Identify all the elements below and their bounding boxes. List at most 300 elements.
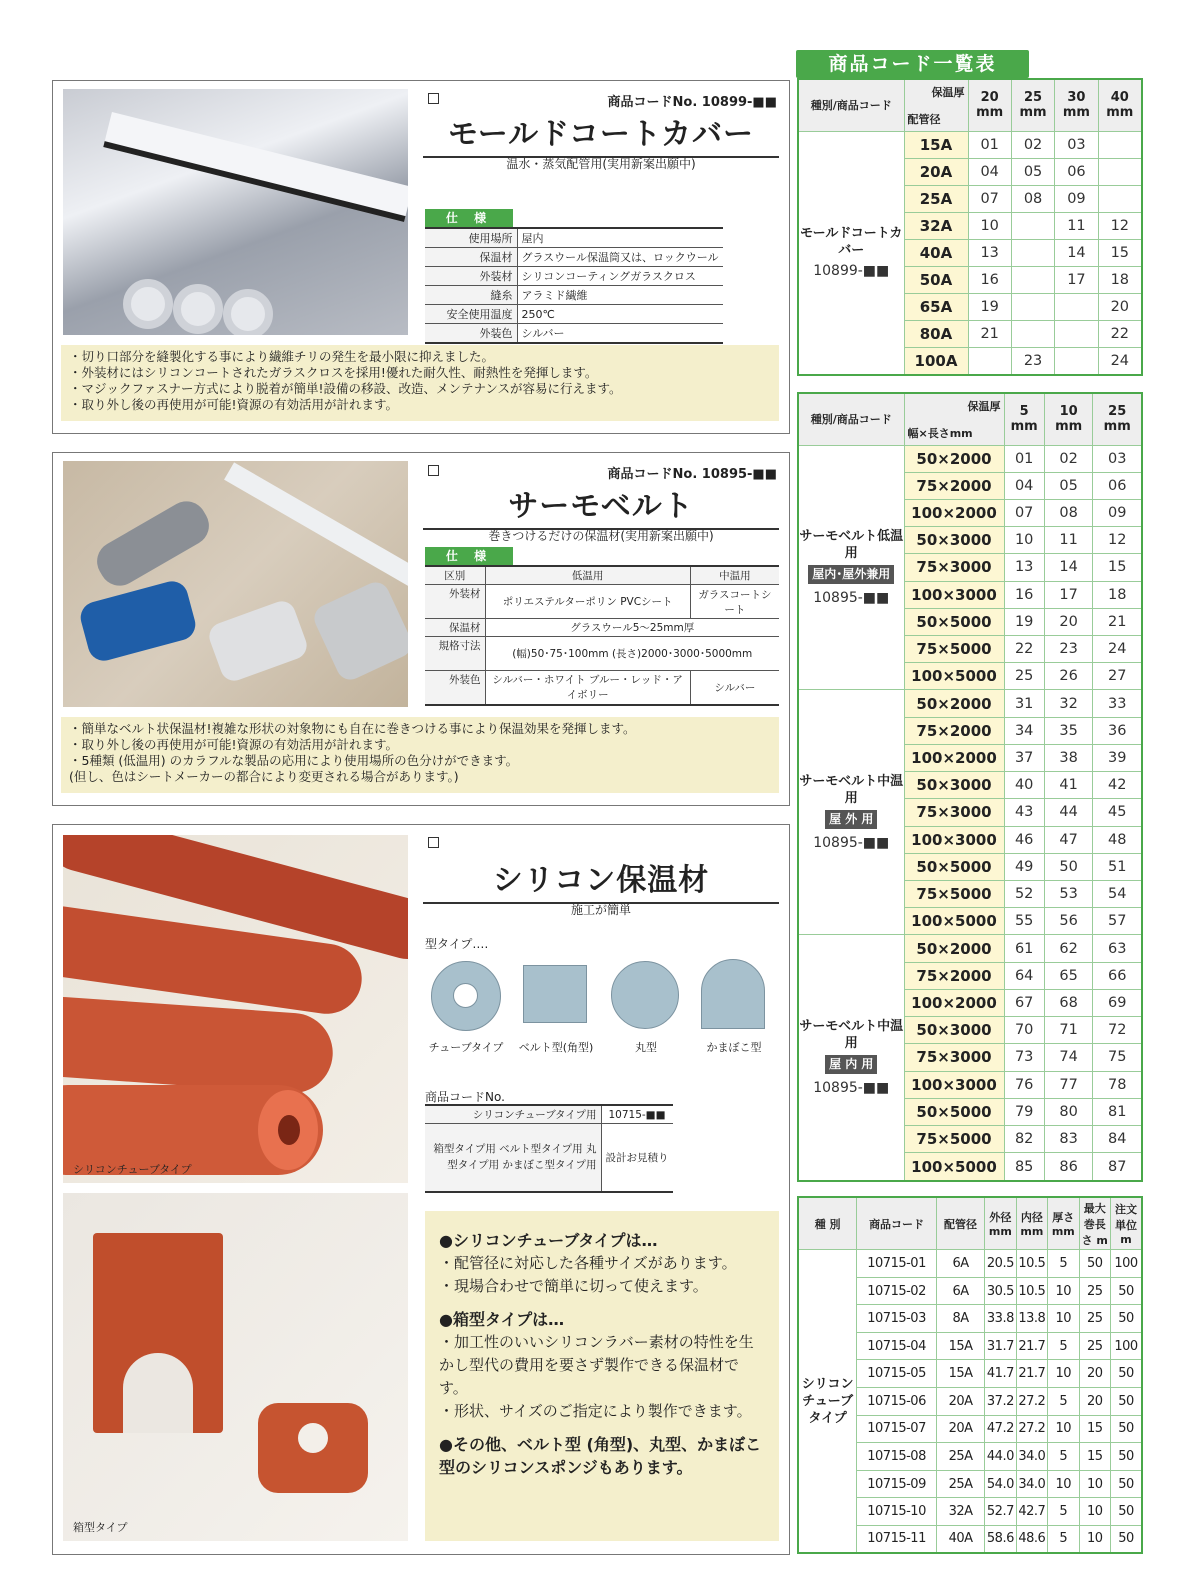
table-cell: 20	[1079, 1360, 1110, 1388]
table-cell: 11	[1055, 212, 1098, 239]
table-cell: 32A	[936, 1498, 984, 1526]
table-cell: 45	[1093, 799, 1142, 826]
table-cell: 種 別	[798, 1197, 857, 1250]
table-cell: 14	[1055, 239, 1098, 266]
table-row	[798, 935, 1142, 962]
table-cell: 54	[1093, 881, 1142, 908]
table-cell: 30 mm	[1055, 79, 1098, 131]
table-cell: 100×3000	[904, 1071, 1004, 1098]
table-cell: 15A	[936, 1360, 984, 1388]
table-cell: 23	[1011, 347, 1054, 375]
table-cell: 5 mm	[1004, 393, 1044, 445]
table-cell: 55	[1004, 908, 1044, 935]
spec-table: 使用場所 屋内 保温材 グラスウール保温筒又は、ロックウール 外装材 シリコンコーティングガラスクロス 縫糸 アラミド繊維 安全使用温度 250℃ 外装色 シルバー	[425, 227, 723, 344]
table-cell: 37.2	[985, 1388, 1016, 1416]
table-cell: 13	[968, 239, 1011, 266]
table-row	[798, 445, 1142, 472]
table-cell: 30.5	[985, 1277, 1016, 1305]
table-cell: 50	[1110, 1360, 1142, 1388]
table-cell: 54.0	[985, 1470, 1016, 1498]
table-cell: 75×3000	[904, 1044, 1004, 1071]
table-cell: 15A	[936, 1332, 984, 1360]
table-cell: 41	[1044, 772, 1093, 799]
product-code: 商品コードNo. 10895-■■	[607, 467, 777, 482]
table-cell: 75×5000	[904, 636, 1004, 663]
table-cell: 100×5000	[904, 663, 1004, 690]
product-title: シリコン保温材	[423, 855, 779, 904]
table-cell: 注文単位 m	[1110, 1197, 1142, 1250]
code-table-silicone	[797, 1196, 1143, 1554]
table-cell: 53	[1044, 881, 1093, 908]
table-cell: 10	[1048, 1470, 1079, 1498]
table-cell: 03	[1055, 131, 1098, 158]
table-cell: 20.5	[985, 1250, 1016, 1278]
table-cell: 5	[1048, 1498, 1079, 1526]
table-cell: 56	[1044, 908, 1093, 935]
feature-notes: ・切り口部分を縫製化する事により繊維チリの発生を最小限に抑えました。 ・外装材にはシリコンコートされたガラスクロスを採用!優れた耐久性、耐熱性を発揮します。 ・マジックファスナー方式により脱着が簡単!設備の移設、改造、メンテナンスが容易に行えます。 ・取り外し後の再使用が可能!資源の有効活用が計れます。	[61, 345, 779, 421]
table-cell: 21	[1093, 608, 1142, 635]
table-cell: 15	[1098, 239, 1142, 266]
table-cell: 15A	[904, 131, 968, 158]
table-cell: 07	[968, 185, 1011, 212]
table-cell: 87	[1093, 1153, 1142, 1181]
tube-shape	[431, 961, 501, 1031]
table-cell: 50	[1110, 1525, 1142, 1553]
header-diag: 保温厚 配管径	[904, 79, 968, 131]
table-cell: 05	[1011, 158, 1054, 185]
table-cell: 84	[1093, 1125, 1142, 1152]
table-cell: 10	[1048, 1305, 1079, 1333]
table-cell: 100×2000	[904, 744, 1004, 771]
group-label: サーモベルト中温用 屋 外 用 10895-■■	[798, 690, 904, 935]
table-cell: 50×3000	[904, 527, 1004, 554]
table-cell: 13.8	[1016, 1305, 1047, 1333]
silicone-description: ●シリコンチューブタイプは… ・配管径に対応した各種サイズがあります。 ・現場合わせで簡単に切って使えます。 ●箱型タイプは… ・加工性のいいシリコンラバー素材の特性を生かし型代の費用を要さず製作できる保温材です。 ・形状、サイズのご指定により製作できます。 ●その他、ベルト型 (角型)、丸型、かまぼこ型のシリコンスポンジもあります。	[425, 1211, 779, 1541]
table-cell: 27.2	[1016, 1388, 1047, 1416]
table-cell: 50×2000	[904, 690, 1004, 717]
table-cell: 85	[1004, 1153, 1044, 1181]
round-shape	[611, 961, 679, 1029]
table-cell: 69	[1093, 989, 1142, 1016]
table-cell: 50×5000	[904, 853, 1004, 880]
table-cell: 10715-04	[857, 1332, 937, 1360]
feature-notes: ・簡単なベルト状保温材!複雑な形状の対象物にも自在に巻きつける事により保温効果を発揮します。 ・取り外し後の再使用が可能!資源の有効活用が計れます。 ・5種類 (低温用) のカラフルな製品の応用により使用場所の色分けができます。 (但し、色はシートメーカーの都合により変更される場合があります。)	[61, 717, 779, 793]
table-cell: 83	[1044, 1125, 1093, 1152]
table-cell: 50A	[904, 266, 968, 293]
table-cell: 50	[1110, 1443, 1142, 1471]
table-cell: 10.5	[1016, 1277, 1047, 1305]
group-label: モールドコートカバー 10899-■■	[798, 131, 904, 375]
table-cell: 100	[1110, 1250, 1142, 1278]
table-cell: 8A	[936, 1305, 984, 1333]
table-cell: 100×3000	[904, 581, 1004, 608]
table-cell: 商品コード	[857, 1197, 937, 1250]
table-row	[798, 690, 1142, 717]
shape-label: かまぼこ型	[706, 1041, 762, 1054]
table-cell: 25	[1004, 663, 1044, 690]
table-cell: 27.2	[1016, 1415, 1047, 1443]
table-cell: 77	[1044, 1071, 1093, 1098]
table-cell: 100×3000	[904, 826, 1004, 853]
table-cell: 31	[1004, 690, 1044, 717]
table-cell: 74	[1044, 1044, 1093, 1071]
table-cell: 50	[1079, 1250, 1110, 1278]
table-cell	[1011, 266, 1054, 293]
table-cell: 02	[1044, 445, 1093, 472]
table-cell: 52	[1004, 881, 1044, 908]
table-cell: 16	[1004, 581, 1044, 608]
checkbox-silicone[interactable]	[428, 837, 439, 848]
table-cell: 50	[1110, 1388, 1142, 1416]
table-cell: 50×5000	[904, 608, 1004, 635]
table-cell: 76	[1004, 1071, 1044, 1098]
table-cell: 50×5000	[904, 1098, 1004, 1125]
table-cell: 10715-03	[857, 1305, 937, 1333]
table-cell: 20	[1044, 608, 1093, 635]
table-cell: 73	[1004, 1044, 1044, 1071]
table-cell: 25A	[936, 1470, 984, 1498]
table-cell: 10715-11	[857, 1525, 937, 1553]
table-cell: 32A	[904, 212, 968, 239]
table-cell	[1055, 293, 1098, 320]
table-cell: 04	[1004, 472, 1044, 499]
table-cell: 10715-01	[857, 1250, 937, 1278]
table-cell: 34.0	[1016, 1470, 1047, 1498]
table-cell: 34	[1004, 717, 1044, 744]
group-label: サーモベルト中温用 屋 内 用 10895-■■	[798, 935, 904, 1181]
table-cell: 52.7	[985, 1498, 1016, 1526]
code-table-thermo-belt	[797, 392, 1143, 1182]
header-diag: 保温厚 幅×長さmm	[904, 393, 1004, 445]
table-cell: 10715-09	[857, 1470, 937, 1498]
product-title: サーモベルト	[423, 481, 779, 530]
table-cell: 48	[1093, 826, 1142, 853]
table-cell: 46	[1004, 826, 1044, 853]
table-cell: 10.5	[1016, 1250, 1047, 1278]
table-cell: 13	[1004, 554, 1044, 581]
table-cell	[1098, 158, 1142, 185]
table-cell: 5	[1048, 1388, 1079, 1416]
table-cell: 100	[1110, 1332, 1142, 1360]
table-cell: 58.6	[985, 1525, 1016, 1553]
table-cell: 10	[1079, 1470, 1110, 1498]
code-label: 商品コードNo.	[425, 1090, 505, 1104]
table-cell: 15	[1093, 554, 1142, 581]
table-cell: 5	[1048, 1443, 1079, 1471]
product-card-thermo-belt	[52, 452, 790, 806]
table-cell: 02	[1011, 131, 1054, 158]
table-cell: 48.6	[1016, 1525, 1047, 1553]
table-cell: 14	[1044, 554, 1093, 581]
spec-tag: 仕 様	[425, 209, 513, 227]
table-cell: 10 mm	[1044, 393, 1093, 445]
table-cell: 81	[1093, 1098, 1142, 1125]
table-cell: 34.0	[1016, 1443, 1047, 1471]
table-cell: 62	[1044, 935, 1093, 962]
table-cell: 21	[968, 320, 1011, 347]
table-cell: 6A	[936, 1277, 984, 1305]
table-cell: 80A	[904, 320, 968, 347]
table-cell: 38	[1044, 744, 1093, 771]
group-label: サーモベルト低温用 屋内･屋外兼用 10895-■■	[798, 445, 904, 690]
group-label: シリコンチューブタイプ	[798, 1250, 857, 1553]
table-cell: 25A	[904, 185, 968, 212]
table-cell	[1011, 293, 1054, 320]
table-cell: 64	[1004, 962, 1044, 989]
table-cell: 10715-08	[857, 1443, 937, 1471]
table-cell: 10	[1048, 1360, 1079, 1388]
table-cell: 06	[1055, 158, 1098, 185]
table-cell: 61	[1004, 935, 1044, 962]
table-cell	[1011, 212, 1054, 239]
table-cell: 10	[1079, 1525, 1110, 1553]
table-cell: 65	[1044, 962, 1093, 989]
table-cell: 11	[1044, 527, 1093, 554]
product-photo-silicone-box	[63, 1193, 408, 1541]
table-cell: 25	[1079, 1277, 1110, 1305]
table-cell	[1055, 347, 1098, 375]
table-cell: 75×2000	[904, 962, 1004, 989]
table-cell: 12	[1093, 527, 1142, 554]
table-cell: 25A	[936, 1443, 984, 1471]
table-cell: 37	[1004, 744, 1044, 771]
table-cell: 40	[1004, 772, 1044, 799]
table-cell: 22	[1004, 636, 1044, 663]
table-cell: 10	[1048, 1415, 1079, 1443]
table-row	[798, 131, 1142, 158]
product-photo-silicone-tube	[63, 835, 408, 1183]
table-cell: 49	[1004, 853, 1044, 880]
table-cell: 内径 mm	[1016, 1197, 1047, 1250]
table-cell: 19	[968, 293, 1011, 320]
table-cell: 71	[1044, 1017, 1093, 1044]
table-cell: 82	[1004, 1125, 1044, 1152]
table-cell: 31.7	[985, 1332, 1016, 1360]
table-cell: 47.2	[985, 1415, 1016, 1443]
table-cell: 39	[1093, 744, 1142, 771]
table-cell: 10715-06	[857, 1388, 937, 1416]
table-cell	[1098, 185, 1142, 212]
table-cell: 50	[1110, 1415, 1142, 1443]
table-cell: 09	[1093, 499, 1142, 526]
table-cell: 15	[1079, 1443, 1110, 1471]
table-cell: 09	[1055, 185, 1098, 212]
table-cell: 50	[1110, 1470, 1142, 1498]
table-cell: 5	[1048, 1525, 1079, 1553]
table-cell: 25	[1079, 1305, 1110, 1333]
table-row	[798, 1250, 1142, 1278]
table-cell: 75×3000	[904, 799, 1004, 826]
table-cell: 5	[1048, 1332, 1079, 1360]
table-cell: 65A	[904, 293, 968, 320]
product-card-mold-cover	[52, 80, 790, 434]
photo-caption: 箱型タイプ	[73, 1521, 128, 1534]
product-photo-thermo-belt	[63, 461, 408, 707]
kamaboko-shape	[701, 959, 765, 1029]
table-cell: 24	[1098, 347, 1142, 375]
table-cell: 70	[1004, 1017, 1044, 1044]
table-cell: 75×5000	[904, 881, 1004, 908]
table-cell	[1011, 239, 1054, 266]
table-cell: 50×2000	[904, 935, 1004, 962]
table-cell: 18	[1093, 581, 1142, 608]
table-cell: 10	[1048, 1277, 1079, 1305]
table-cell: 78	[1093, 1071, 1142, 1098]
table-cell: 20A	[904, 158, 968, 185]
table-cell	[1055, 320, 1098, 347]
product-subtitle: 巻きつけるだけの保温材(実用新案出願中)	[488, 529, 714, 543]
table-cell: 67	[1004, 989, 1044, 1016]
table-cell: 44	[1044, 799, 1093, 826]
table-cell: 10715-02	[857, 1277, 937, 1305]
table-cell: 21.7	[1016, 1332, 1047, 1360]
table-cell: 08	[1011, 185, 1054, 212]
table-cell: 86	[1044, 1153, 1093, 1181]
code-table: シリコンチューブタイプ用 10715-■■ 箱型タイプ用 ベルト型タイプ用 丸型タイプ用 かまぼこ型タイプ用 設計お見積り	[425, 1104, 673, 1193]
table-cell: 21.7	[1016, 1360, 1047, 1388]
table-cell: 6A	[936, 1250, 984, 1278]
spec-table: 区別 低温用 中温用 外装材 ポリエステルターポリン PVCシート ガラスコートシート 保温材 グラスウール5〜25mm厚 規格寸法 (幅)50･75･100mm (長さ)2000･3000･5000mm 外装色 シルバー・ホワイト ブルー・レッド・アイボリー シルバー	[425, 565, 779, 706]
table-cell: 40 mm	[1098, 79, 1142, 131]
table-cell: 33	[1093, 690, 1142, 717]
table-cell: 100A	[904, 347, 968, 375]
table-cell: 43	[1004, 799, 1044, 826]
table-cell: 19	[1004, 608, 1044, 635]
table-cell: 68	[1044, 989, 1093, 1016]
table-cell: 18	[1098, 266, 1142, 293]
type-label: 型タイプ‥‥	[425, 937, 489, 951]
table-cell: 32	[1044, 690, 1093, 717]
table-cell: 01	[1004, 445, 1044, 472]
product-code: 商品コードNo. 10899-■■	[607, 95, 777, 110]
table-cell: 57	[1093, 908, 1142, 935]
table-cell	[1098, 131, 1142, 158]
table-cell: 50	[1044, 853, 1093, 880]
table-cell: 44.0	[985, 1443, 1016, 1471]
table-cell: 100×2000	[904, 989, 1004, 1016]
table-cell: 100×5000	[904, 1153, 1004, 1181]
table-cell: 最大巻長さ m	[1079, 1197, 1110, 1250]
table-cell: 26	[1044, 663, 1093, 690]
table-cell: 50×3000	[904, 1017, 1004, 1044]
table-cell: 41.7	[985, 1360, 1016, 1388]
table-cell: 63	[1093, 935, 1142, 962]
table-cell: 27	[1093, 663, 1142, 690]
table-cell: 10	[1079, 1498, 1110, 1526]
product-title: モールドコートカバー	[423, 109, 779, 158]
belt-shape	[523, 965, 587, 1023]
table-cell: 47	[1044, 826, 1093, 853]
table-cell: 外径 mm	[985, 1197, 1016, 1250]
table-cell: 40A	[904, 239, 968, 266]
table-cell: 20 mm	[968, 79, 1011, 131]
table-cell: 75×2000	[904, 472, 1004, 499]
table-cell: 50×3000	[904, 772, 1004, 799]
checkbox-thermo-belt[interactable]	[428, 465, 439, 476]
header-kind: 種別/商品コード	[798, 393, 904, 445]
table-cell: 03	[1093, 445, 1142, 472]
table-cell: 24	[1093, 636, 1142, 663]
product-photo-mold-cover	[63, 89, 408, 335]
table-cell: 厚さ mm	[1048, 1197, 1079, 1250]
code-table-mold-cover	[797, 78, 1143, 376]
table-cell: 51	[1093, 853, 1142, 880]
shape-label: 丸型	[635, 1041, 657, 1054]
product-subtitle: 温水・蒸気配管用(実用新案出願中)	[506, 157, 696, 171]
table-cell: 07	[1004, 499, 1044, 526]
table-cell: 50×2000	[904, 445, 1004, 472]
product-subtitle: 施工が簡単	[570, 903, 631, 917]
photo-caption: シリコンチューブタイプ	[73, 1163, 192, 1176]
table-cell: 25 mm	[1011, 79, 1054, 131]
table-cell: 17	[1055, 266, 1098, 293]
table-cell: 10715-07	[857, 1415, 937, 1443]
table-cell: 40A	[936, 1525, 984, 1553]
table-cell: 20A	[936, 1415, 984, 1443]
table-cell: 42	[1093, 772, 1142, 799]
table-cell: 75×2000	[904, 717, 1004, 744]
code-list-title: 商品コード一覧表	[796, 50, 1029, 78]
table-cell: 50	[1110, 1277, 1142, 1305]
table-cell: 36	[1093, 717, 1142, 744]
table-cell: 10715-05	[857, 1360, 937, 1388]
table-cell: 75×3000	[904, 554, 1004, 581]
table-cell: 50	[1110, 1498, 1142, 1526]
table-cell: 75	[1093, 1044, 1142, 1071]
table-cell: 01	[968, 131, 1011, 158]
table-cell: 5	[1048, 1250, 1079, 1278]
table-cell	[1011, 320, 1054, 347]
table-cell: 06	[1093, 472, 1142, 499]
table-cell: 配管径	[936, 1197, 984, 1250]
table-cell: 100×5000	[904, 908, 1004, 935]
table-cell: 66	[1093, 962, 1142, 989]
table-cell: 72	[1093, 1017, 1142, 1044]
table-cell: 79	[1004, 1098, 1044, 1125]
table-cell: 100×2000	[904, 499, 1004, 526]
table-cell: 22	[1098, 320, 1142, 347]
table-cell: 16	[968, 266, 1011, 293]
product-card-silicone	[52, 824, 790, 1555]
table-cell: 15	[1079, 1415, 1110, 1443]
table-cell: 10715-10	[857, 1498, 937, 1526]
table-cell: 10	[1004, 527, 1044, 554]
table-cell: 20	[1079, 1388, 1110, 1416]
table-cell: 25	[1079, 1332, 1110, 1360]
table-cell: 25 mm	[1093, 393, 1142, 445]
spec-tag: 仕 様	[425, 547, 513, 565]
table-cell	[968, 347, 1011, 375]
table-cell: 33.8	[985, 1305, 1016, 1333]
table-cell: 23	[1044, 636, 1093, 663]
table-cell: 20A	[936, 1388, 984, 1416]
checkbox-mold-cover[interactable]	[428, 93, 439, 104]
table-cell: 80	[1044, 1098, 1093, 1125]
table-cell: 04	[968, 158, 1011, 185]
table-cell: 10	[968, 212, 1011, 239]
table-cell: 08	[1044, 499, 1093, 526]
table-cell: 42.7	[1016, 1498, 1047, 1526]
table-cell: 17	[1044, 581, 1093, 608]
table-cell: 75×5000	[904, 1125, 1004, 1152]
table-cell: 05	[1044, 472, 1093, 499]
shape-label: ベルト型(角型)	[518, 1041, 594, 1054]
shape-label: チューブタイプ	[428, 1041, 504, 1054]
table-cell: 35	[1044, 717, 1093, 744]
table-cell: 20	[1098, 293, 1142, 320]
table-cell: 12	[1098, 212, 1142, 239]
header-kind: 種別/商品コード	[798, 79, 904, 131]
